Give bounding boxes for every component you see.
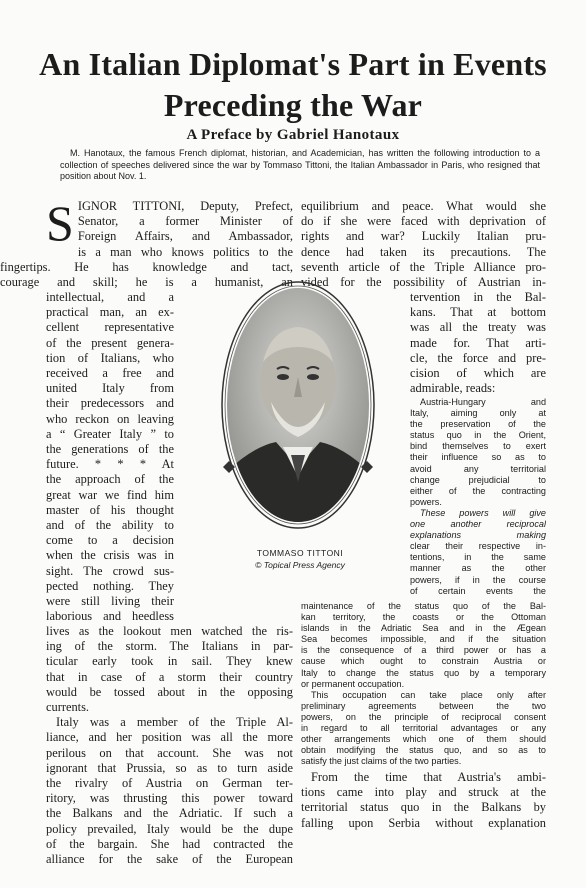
text-line: powers, if in the course — [410, 574, 546, 585]
text-line: tentions, in the same — [410, 552, 546, 563]
text-line: ignorant that Prussia, so as to turn aside — [46, 760, 293, 775]
text-line: kans. That at bottom — [410, 305, 546, 320]
text-line: explanations making — [410, 530, 546, 541]
text-line: courage and skill; he is a humanist, an — [0, 275, 293, 290]
text-line: fingertips. He has knowledge and tact, — [0, 259, 293, 274]
intro-paragraph: M. Hanotaux, the famous French diplomat, historian, and Academician, has written the following introduction to a collection of speeches delivered since the war by Tommaso Tittoni, the Italian Ambassador in Paris, who resigned that position about Nov. 1. — [60, 148, 540, 181]
text-line: ticular early took in sail. They knew — [46, 654, 293, 669]
text-line: cle, the force and pre- — [410, 350, 546, 365]
right-column-narrow — [410, 290, 546, 396]
text-line: powers, on the principle of reciprocal consent — [301, 711, 546, 722]
text-line: status quo in the Orient, — [410, 430, 546, 441]
text-line: Italy to change the status quo by a temporary — [301, 667, 546, 678]
text-line: come to a decision — [46, 533, 174, 548]
text-line: were still living their — [46, 594, 174, 609]
text-line: future. * * * At — [46, 457, 174, 472]
text-line: policy prevailed, Italy would be the dupe — [46, 821, 293, 836]
left-column-narrow — [46, 290, 174, 624]
text-line: other arrangements which one of them should — [301, 734, 546, 745]
text-line: the preservation of the — [410, 419, 546, 430]
text-line: ritory, was thrusting this power toward — [46, 791, 293, 806]
text-line: do if she were faced with deprivation of — [301, 214, 546, 229]
text-line: of the bargain. She had contracted the — [46, 836, 293, 851]
text-line: tion of Italians, who — [46, 350, 174, 365]
text-line: IGNOR TITTONI, Deputy, Prefect, — [77, 199, 293, 213]
text-line: sight. The crowd sus- — [46, 563, 174, 578]
text-line: admirable, reads: — [410, 381, 496, 396]
photo-caption-credit: © Topical Press Agency — [255, 560, 345, 570]
text-line: united Italy from — [46, 381, 174, 396]
text-line: islands in the Adriatic Sea and in the Ægean — [301, 623, 546, 634]
text-line: of the present genera- — [46, 335, 174, 350]
text-line: that in case of a storm their country — [46, 669, 293, 684]
text-line: of certain events the — [410, 585, 546, 596]
text-line: cellent representative — [46, 320, 174, 335]
text-line: or permanent occupation. — [301, 678, 405, 689]
text-line: rights and war? Luckily Italian pru- — [301, 229, 546, 244]
text-line: and of the ability to — [46, 518, 174, 533]
text-line: a “ Greater Italy ” to — [46, 426, 174, 441]
text-line: perilous on that account. She was not — [46, 745, 293, 760]
text-line: satisfy the just claims of the two parties. — [301, 756, 462, 767]
text-line: laborious and heedless — [46, 609, 174, 624]
text-line: alliance for the sake of the European — [46, 852, 293, 867]
portrait-photo-image — [221, 277, 375, 547]
text-line: kan territory, the coasts or the Ottoman — [301, 612, 546, 623]
text-line: practical man, an ex- — [46, 305, 174, 320]
text-line: dence had taken its precautions. The — [301, 244, 546, 259]
text-line: maintenance of the status quo of the Bal- — [301, 601, 546, 611]
text-line: intellectual, and a — [46, 290, 174, 304]
text-line: who reckon on leaving — [46, 411, 174, 426]
text-line: one another reciprocal — [410, 519, 546, 530]
text-line: Foreign Affairs, and Ambassador, — [77, 229, 293, 244]
text-line: equilibrium and peace. What would she — [301, 199, 546, 213]
text-line: falling upon Serbia without explanation — [301, 815, 546, 830]
text-line: From the time that Austria's ambi- — [311, 770, 546, 784]
text-line: obtain modifying the status quo, and so as to — [301, 745, 546, 756]
text-line: clear their respective in- — [410, 541, 546, 552]
text-line: the generations of the — [46, 442, 174, 457]
text-line: ing of the storm. The Italians in par- — [46, 639, 293, 654]
text-line: would be tossed about in the opposing — [46, 684, 293, 699]
text-line: when the crisis was in — [46, 548, 174, 563]
portrait-photo — [221, 277, 375, 547]
text-line: the rivalry of Austria on German ter- — [46, 776, 293, 791]
text-line: cision of which are — [410, 366, 546, 381]
article-title-line-2: Preceding the War — [163, 87, 423, 123]
text-line: Senator, a former Minister of — [77, 214, 293, 229]
text-line: This occupation can take place only after — [311, 689, 546, 700]
text-line: preliminary agreements between the two — [301, 700, 546, 711]
text-line: Italy was a member of the Triple Al- — [56, 715, 293, 730]
text-line: pected nothing. They — [46, 578, 174, 593]
text-line: made for. That arti- — [410, 335, 546, 350]
text-line: bind themselves to exert — [410, 441, 546, 452]
text-line: is a man who knows politics to the — [77, 244, 293, 259]
text-line: their predecessors and — [46, 396, 174, 411]
right-column-bottom — [301, 770, 546, 831]
text-line: in regard to all territorial advantages or any — [301, 723, 546, 734]
text-line: change prejudicial to — [410, 474, 546, 485]
text-line: the approach of the — [46, 472, 174, 487]
text-line: manner as the other — [410, 563, 546, 574]
text-line: received a free and — [46, 366, 174, 381]
text-line: was all the treaty was — [410, 320, 546, 335]
text-line: tervention in the Bal- — [410, 290, 546, 304]
text-line: is the consequence of a third power or has a — [301, 645, 546, 656]
text-line: territorial status quo in the Balkans by — [301, 800, 546, 815]
text-line: vided for the possibility of Austrian in- — [301, 275, 546, 290]
treaty-quote-narrow — [410, 397, 546, 597]
byline: A Preface by Gabriel Hanotaux — [186, 127, 400, 143]
left-column-bottom — [46, 624, 293, 867]
photo-caption-name: TOMMASO TITTONI — [256, 548, 344, 558]
text-line: tions came into play and struck at the — [301, 785, 546, 800]
text-line: seventh article of the Triple Alliance pro- — [301, 259, 546, 274]
drop-cap: S — [46, 195, 74, 251]
treaty-quote-wide — [301, 601, 546, 767]
text-line: These powers will give — [420, 507, 546, 518]
text-line: Italy, aiming only at — [410, 408, 546, 419]
text-line: lives as the lookout men watched the ris- — [46, 624, 293, 638]
text-line: cause which ought to constrain Austria or — [301, 656, 546, 667]
text-line: the Balkans and the Adriatic. If such a — [46, 806, 293, 821]
text-line: liance, and her position was all the more — [46, 730, 293, 745]
text-line: their influence so as to — [410, 452, 546, 463]
text-line: Sea becomes impossible, and if the situation — [301, 634, 546, 645]
article-title-line-1: An Italian Diplomat's Part in Events — [39, 46, 547, 82]
text-line: Austria-Hungary and — [420, 397, 546, 407]
text-line: avoid any territorial — [410, 463, 546, 474]
text-line: great war we find him — [46, 487, 174, 502]
text-line: currents. — [46, 700, 90, 715]
text-line: either of the contracting — [410, 485, 546, 496]
text-line: master of his thought — [46, 502, 174, 517]
text-line: powers. — [410, 496, 442, 507]
